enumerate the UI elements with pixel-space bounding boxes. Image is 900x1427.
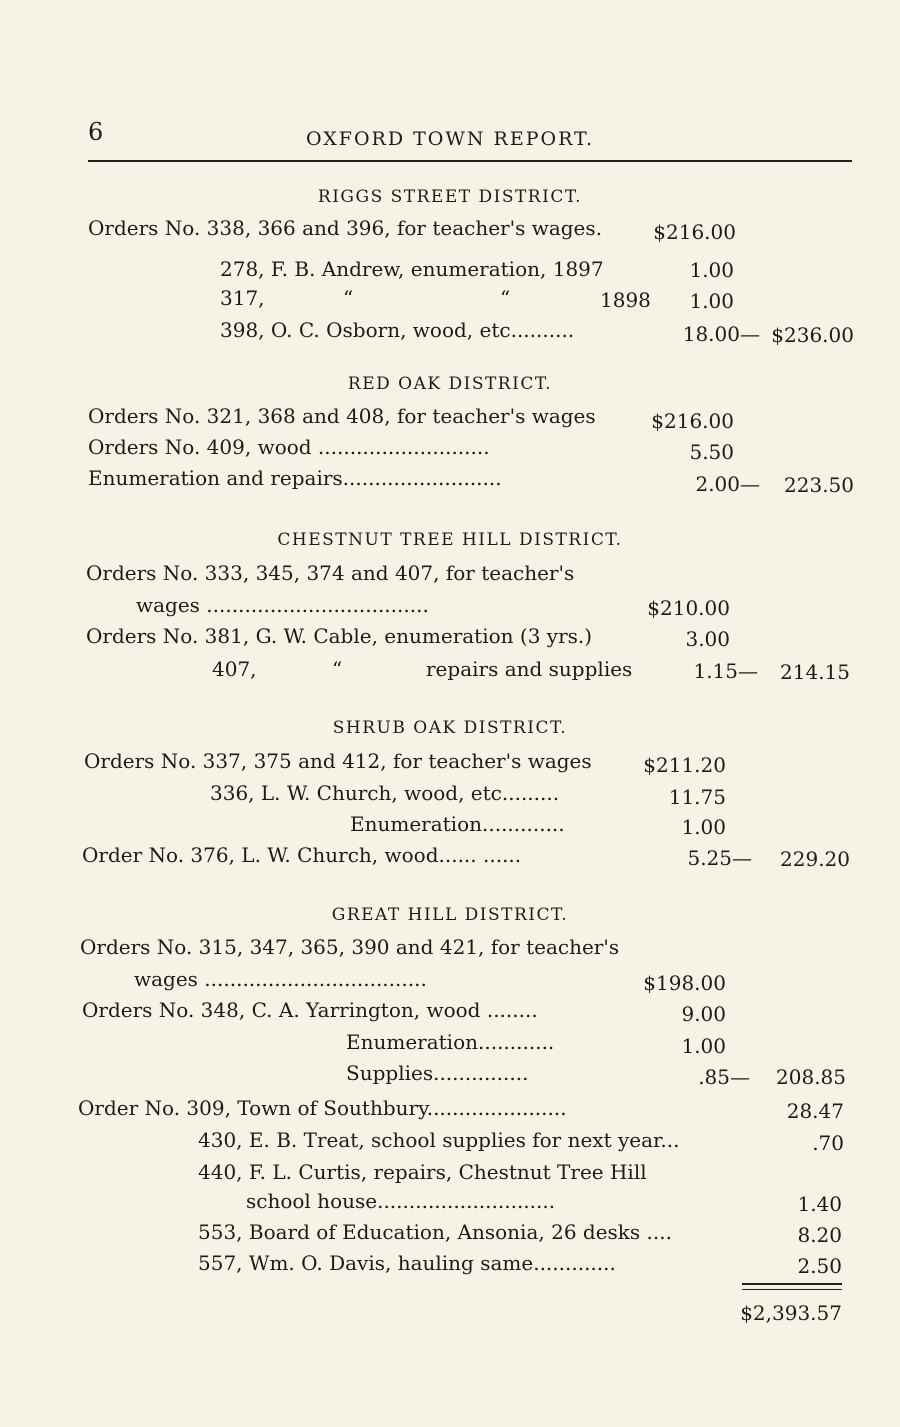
riggs-total: $236.00 [771,323,854,347]
riggs-heading: RIGGS STREET DISTRICT. [317,187,583,207]
chestnut-line-3-amount: 3.00 [685,627,730,651]
shruboak-total: 229.20 [780,847,850,871]
shruboak-line-2: 336, L. W. Church, wood, etc......... [210,781,560,805]
greathill-line-3: Orders No. 348, C. A. Yarrington, wood ........ [82,998,538,1022]
misc-line-5: 553, Board of Education, Ansonia, 26 desks .... [198,1220,672,1244]
chestnut-total: 214.15 [780,660,850,684]
misc-line-4-amount: 1.40 [797,1192,842,1216]
page-title: OXFORD TOWN REPORT. [306,128,594,150]
greathill-line-2: wages ................................... [134,967,427,991]
riggs-line-2-amount: 1.00 [689,258,734,282]
shruboak-line-2-amount: 11.75 [668,785,726,809]
misc-line-6: 557, Wm. O. Davis, hauling same............. [198,1251,616,1275]
chestnut-line-3: Orders No. 381, G. W. Cable, enumeration (3 yrs.) [86,624,593,648]
redoak-line-1: Orders No. 321, 368 and 408, for teacher's wages [88,404,596,428]
greathill-line-4-amount: 1.00 [681,1034,726,1058]
greathill-line-3-amount: 9.00 [681,1002,726,1026]
chestnut-line-4-number: 407, [212,657,257,681]
greathill-line-5-amount: .85— [698,1065,750,1089]
riggs-line-3-number: 317, [220,286,265,310]
riggs-line-3-ditto-2: “ [500,286,511,310]
misc-line-1: Order No. 309, Town of Southbury...................... [78,1096,567,1120]
shruboak-line-3: Enumeration............. [350,812,565,836]
redoak-line-1-amount: $216.00 [651,409,734,433]
riggs-line-4-amount: 18.00— [682,322,760,346]
riggs-line-1: Orders No. 338, 366 and 396, for teacher's wages. [88,216,603,240]
shruboak-line-1: Orders No. 337, 375 and 412, for teacher's wages [84,749,592,773]
shruboak-heading: SHRUB OAK DISTRICT. [332,718,568,738]
page-number: 6 [88,118,104,146]
chestnut-line-1: Orders No. 333, 345, 374 and 407, for teacher's [86,561,575,585]
chestnut-line-2-amount: $210.00 [647,596,730,620]
misc-line-2-amount: .70 [812,1131,844,1155]
redoak-line-2-amount: 5.50 [689,440,734,464]
redoak-total: 223.50 [784,473,854,497]
total-rule-1 [742,1283,842,1285]
misc-line-5-amount: 8.20 [797,1223,842,1247]
riggs-line-3-year: 1898 [600,288,651,312]
shruboak-line-1-amount: $211.20 [643,753,726,777]
redoak-line-3-amount: 2.00— [695,472,760,496]
redoak-line-2: Orders No. 409, wood ........................... [88,435,490,459]
header-rule [88,160,852,162]
chestnut-line-4-amount: 1.15— [693,659,758,683]
greathill-heading: GREAT HILL DISTRICT. [331,905,569,925]
riggs-line-3-ditto-1: “ [343,286,354,310]
chestnut-heading: CHESTNUT TREE HILL DISTRICT. [277,530,623,550]
riggs-line-2: 278, F. B. Andrew, enumeration, 1897 [220,257,604,281]
chestnut-line-4: repairs and supplies [426,657,633,681]
greathill-total: 208.85 [776,1065,846,1089]
riggs-line-3-amount: 1.00 [689,289,734,313]
redoak-line-3: Enumeration and repairs......................... [88,466,502,490]
misc-line-6-amount: 2.50 [797,1254,842,1278]
chestnut-line-4-ditto: “ [332,657,343,681]
chestnut-line-2: wages ................................... [136,593,429,617]
misc-line-2: 430, E. B. Treat, school supplies for next year... [198,1128,680,1152]
redoak-heading: RED OAK DISTRICT. [347,374,553,394]
misc-line-1-amount: 28.47 [786,1099,844,1123]
shruboak-line-3-amount: 1.00 [681,815,726,839]
greathill-line-5: Supplies............... [346,1061,529,1085]
misc-line-4: school house............................ [246,1189,556,1213]
riggs-line-4: 398, O. C. Osborn, wood, etc.......... [220,318,575,342]
shruboak-line-4-amount: 5.25— [687,846,752,870]
greathill-line-4: Enumeration............ [346,1030,555,1054]
shruboak-line-4: Order No. 376, L. W. Church, wood...... ...... [82,843,522,867]
total-rule-2 [742,1289,842,1290]
greathill-line-2-amount: $198.00 [643,971,726,995]
grand-total: $2,393.57 [740,1301,842,1325]
greathill-line-1: Orders No. 315, 347, 365, 390 and 421, for teacher's [80,935,620,959]
riggs-line-1-amount: $216.00 [653,220,736,244]
misc-line-3: 440, F. L. Curtis, repairs, Chestnut Tree Hill [198,1160,647,1184]
